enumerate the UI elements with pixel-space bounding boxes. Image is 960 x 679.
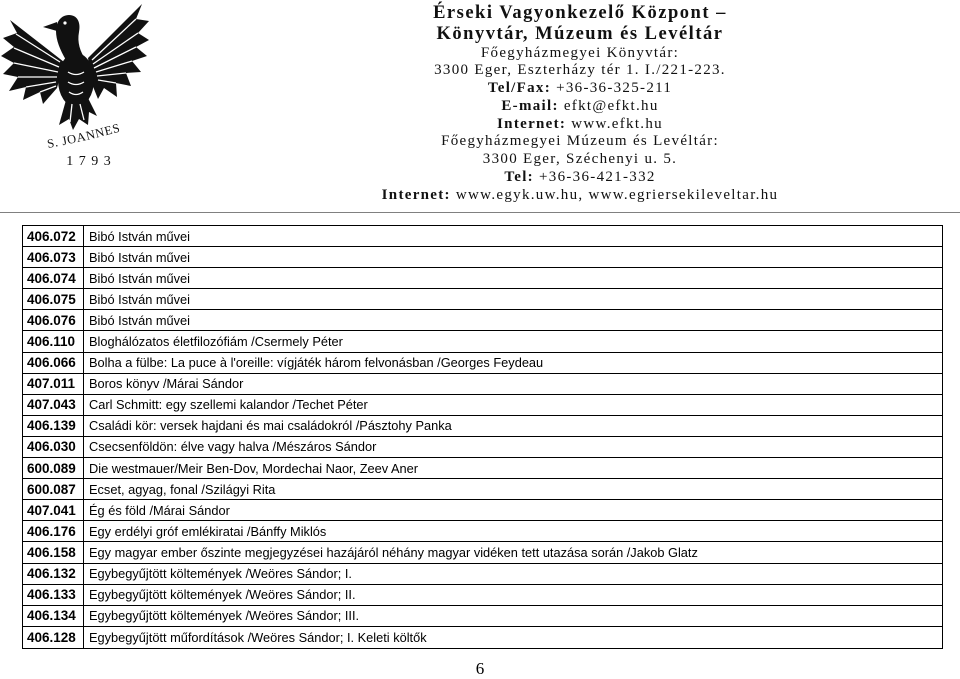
book-title: Egybegyűjtött költemények /Weöres Sándor; III. <box>89 608 360 624</box>
book-title: Boros könyv /Márai Sándor <box>89 376 244 392</box>
shelf-code: 406.128 <box>23 627 84 648</box>
eagle-body <box>58 53 94 107</box>
shelf-code: 406.132 <box>23 564 84 584</box>
shelf-code: 406.075 <box>23 289 84 309</box>
table-row <box>23 416 942 437</box>
shelf-code: 406.030 <box>23 437 84 457</box>
shelf-code: 406.158 <box>23 542 84 562</box>
library-web-label: Internet: <box>497 115 567 132</box>
book-title: Egybegyűjtött költemények /Weöres Sándor; I. <box>89 566 352 582</box>
book-title: Egybegyűjtött költemények /Weöres Sándor; II. <box>89 587 356 603</box>
table-row <box>23 226 942 247</box>
table-row <box>23 353 942 374</box>
museum-phone-value: +36-36-421-332 <box>539 169 656 186</box>
book-title: Bloghálózatos életfilozófiám /Csermely Péter <box>89 334 343 350</box>
book-title: Die westmauer/Meir Ben-Dov, Mordechai Naor, Zeev Aner <box>89 460 419 476</box>
letterhead <box>360 3 800 205</box>
book-title: Egy magyar ember őszinte megjegyzései hazájáról néhány magyar vidéken tett utazása során /Jakob Glatz <box>89 544 698 560</box>
book-title: Bolha a fülbe: La puce à l'oreille: vígjáték három felvonásban /Georges Feydeau <box>89 355 544 371</box>
shelf-code: 406.066 <box>23 353 84 373</box>
shelf-code: 406.134 <box>23 606 84 626</box>
library-phone-value: +36-36-325-211 <box>556 80 673 97</box>
book-title: Ég és föld /Márai Sándor <box>89 502 230 518</box>
table-row <box>23 247 942 268</box>
book-title: Bibó István művei <box>89 291 191 307</box>
museum-phone-label: Tel: <box>504 169 534 186</box>
museum-web-label: Internet: <box>381 186 451 203</box>
table-row <box>23 606 942 627</box>
library-web-value: www.efkt.hu <box>571 115 663 132</box>
org-title-line2: Könyvtár, Múzeum és Levéltár <box>436 23 724 44</box>
eagle-eye <box>63 21 66 24</box>
left-wing <box>1 20 64 104</box>
table-row <box>23 289 942 310</box>
table-row <box>23 395 942 416</box>
library-email-label: E-mail: <box>501 97 559 114</box>
table-row <box>23 479 942 500</box>
eagle-logo <box>0 0 150 172</box>
header-divider <box>0 212 960 213</box>
book-title: Ecset, agyag, fonal /Szilágyi Rita <box>89 481 276 497</box>
eagle-head <box>56 15 86 60</box>
table-row <box>23 564 942 585</box>
library-email-value: efkt@efkt.hu <box>563 97 659 114</box>
shelf-code: 407.041 <box>23 500 84 520</box>
table-row <box>23 331 942 352</box>
eagle-beak <box>43 22 57 31</box>
shelf-code: 406.076 <box>23 310 84 330</box>
library-name: Főegyházmegyei Könyvtár: <box>480 44 680 61</box>
museum-web <box>360 187 800 205</box>
eagle-icon <box>1 4 149 130</box>
library-phone <box>360 80 800 98</box>
library-email <box>360 98 800 116</box>
shelf-code: 406.110 <box>23 331 84 351</box>
shelf-code: 406.176 <box>23 521 84 541</box>
catalog-table <box>22 225 943 649</box>
museum-address: 3300 Eger, Széchenyi u. 5. <box>482 151 678 168</box>
shelf-code: 600.089 <box>23 458 84 478</box>
museum-web-value: www.egyk.uw.hu, www.egriersekileveltar.hu <box>455 186 779 203</box>
library-web <box>360 116 800 134</box>
book-title: Egy erdélyi gróf emlékiratai /Bánffy Miklós <box>89 523 327 539</box>
shelf-code: 406.139 <box>23 416 84 436</box>
museum-name: Főegyházmegyei Múzeum és Levéltár: <box>441 133 719 150</box>
table-row <box>23 458 942 479</box>
shelf-code: 406.133 <box>23 585 84 605</box>
book-title: Csecsenföldön: élve vagy halva /Mészáros Sándor <box>89 439 377 455</box>
table-row <box>23 521 942 542</box>
book-title: Carl Schmitt: egy szellemi kalandor /Techet Péter <box>89 397 368 413</box>
shelf-code: 407.043 <box>23 395 84 415</box>
page-number: 6 <box>475 659 485 678</box>
table-row <box>23 268 942 289</box>
table-row <box>23 585 942 606</box>
eagle-tail <box>59 98 97 130</box>
logo-motto: S. JOANNES <box>45 120 122 151</box>
book-title: Bibó István művei <box>89 249 191 265</box>
right-wing <box>88 4 149 99</box>
table-row <box>23 542 942 563</box>
shelf-code: 406.072 <box>23 226 84 246</box>
book-title: Bibó István művei <box>89 270 191 286</box>
library-address: 3300 Eger, Eszterházy tér 1. I./221-223. <box>434 62 726 79</box>
book-title: Családi kör: versek hajdani és mai családokról /Pásztohy Panka <box>89 418 452 434</box>
table-row <box>23 500 942 521</box>
shelf-code: 406.073 <box>23 247 84 267</box>
shelf-code: 406.074 <box>23 268 84 288</box>
logo-year: 1 7 9 3 <box>66 154 112 169</box>
svg-text:S. JOANNES <box>46 121 122 151</box>
shelf-code: 600.087 <box>23 479 84 499</box>
org-title-line1: Érseki Vagyonkezelő Központ – <box>433 2 727 23</box>
book-title: Bibó István művei <box>89 228 191 244</box>
table-row <box>23 437 942 458</box>
table-row <box>23 374 942 395</box>
table-row <box>23 310 942 331</box>
table-row <box>23 627 942 648</box>
museum-phone <box>360 169 800 187</box>
library-phone-label: Tel/Fax: <box>487 80 552 97</box>
shelf-code: 407.011 <box>23 374 84 394</box>
book-title: Bibó István művei <box>89 312 191 328</box>
book-title: Egybegyűjtött műfordítások /Weöres Sándor; I. Keleti költők <box>89 629 427 645</box>
